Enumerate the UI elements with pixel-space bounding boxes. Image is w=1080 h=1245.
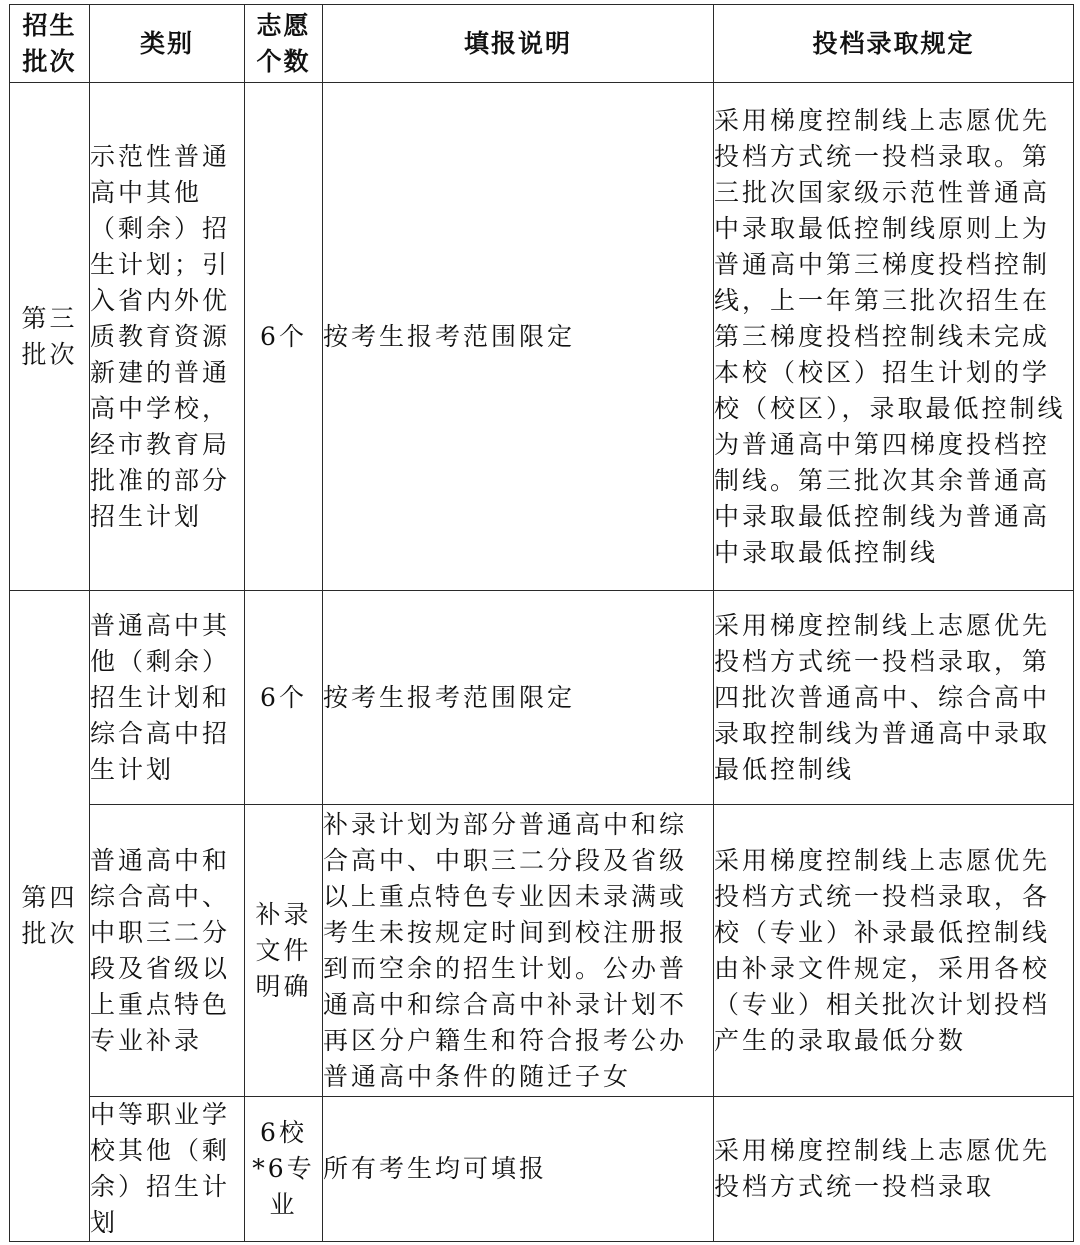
count-cell: 补录文件明确: [245, 805, 323, 1097]
header-rule: 投档录取规定: [714, 5, 1074, 83]
rule-cell: 采用梯度控制线上志愿优先投档方式统一投档录取: [714, 1097, 1074, 1242]
rule-cell: 采用梯度控制线上志愿优先投档方式统一投档录取，各校（专业）补录最低控制线由补录文件规定，采用各校（专业）相关批次计划投档产生的录取最低分数: [714, 805, 1074, 1097]
rule-cell: 采用梯度控制线上志愿优先投档方式统一投档录取。第三批次国家级示范性普通高中录取最低控制线原则上为普通高中第三梯度投档控制线，上一年第三批次招生在第三梯度投档控制线未完成本校（校区）招生计划的学校（校区），录取最低控制线为普通高中第四梯度投档控制线。第三批次其余普通高中录取最低控制线为普通高中录取最低控制线: [714, 83, 1074, 591]
header-row: [10, 5, 1074, 83]
note-cell: 所有考生均可填报: [323, 1097, 714, 1242]
count-cell: 6个: [245, 83, 323, 591]
note-cell: 按考生报考范围限定: [323, 83, 714, 591]
header-category: 类别: [90, 5, 245, 83]
table-row: [10, 805, 1074, 1097]
category-cell: 普通高中和综合高中、中职三二分段及省级以上重点特色专业补录: [90, 805, 245, 1097]
admission-rules-table: [9, 4, 1074, 1242]
table-row: [10, 1097, 1074, 1242]
category-cell: 示范性普通高中其他（剩余）招生计划；引入省内外优质教育资源新建的普通高中学校，经市教育局批准的部分招生计划: [90, 83, 245, 591]
header-count: 志愿个数: [245, 5, 323, 83]
count-cell: 6校*6专业: [245, 1097, 323, 1242]
note-cell: 按考生报考范围限定: [323, 591, 714, 805]
count-cell: 6个: [245, 591, 323, 805]
category-cell: 中等职业学校其他（剩余）招生计划: [90, 1097, 245, 1242]
rule-cell: 采用梯度控制线上志愿优先投档方式统一投档录取，第四批次普通高中、综合高中录取控制线为普通高中录取最低控制线: [714, 591, 1074, 805]
header-note: 填报说明: [323, 5, 714, 83]
table-row: [10, 591, 1074, 805]
batch-cell-third: 第三批次: [10, 83, 90, 591]
batch-cell-fourth: 第四批次: [10, 591, 90, 1242]
category-cell: 普通高中其他（剩余）招生计划和综合高中招生计划: [90, 591, 245, 805]
note-cell: 补录计划为部分普通高中和综合高中、中职三二分段及省级以上重点特色专业因未录满或考生未按规定时间到校注册报到而空余的招生计划。公办普通高中和综合高中补录计划不再区分户籍生和符合报考公办普通高中条件的随迁子女: [323, 805, 714, 1097]
table-row: [10, 83, 1074, 591]
header-batch: 招生批次: [10, 5, 90, 83]
